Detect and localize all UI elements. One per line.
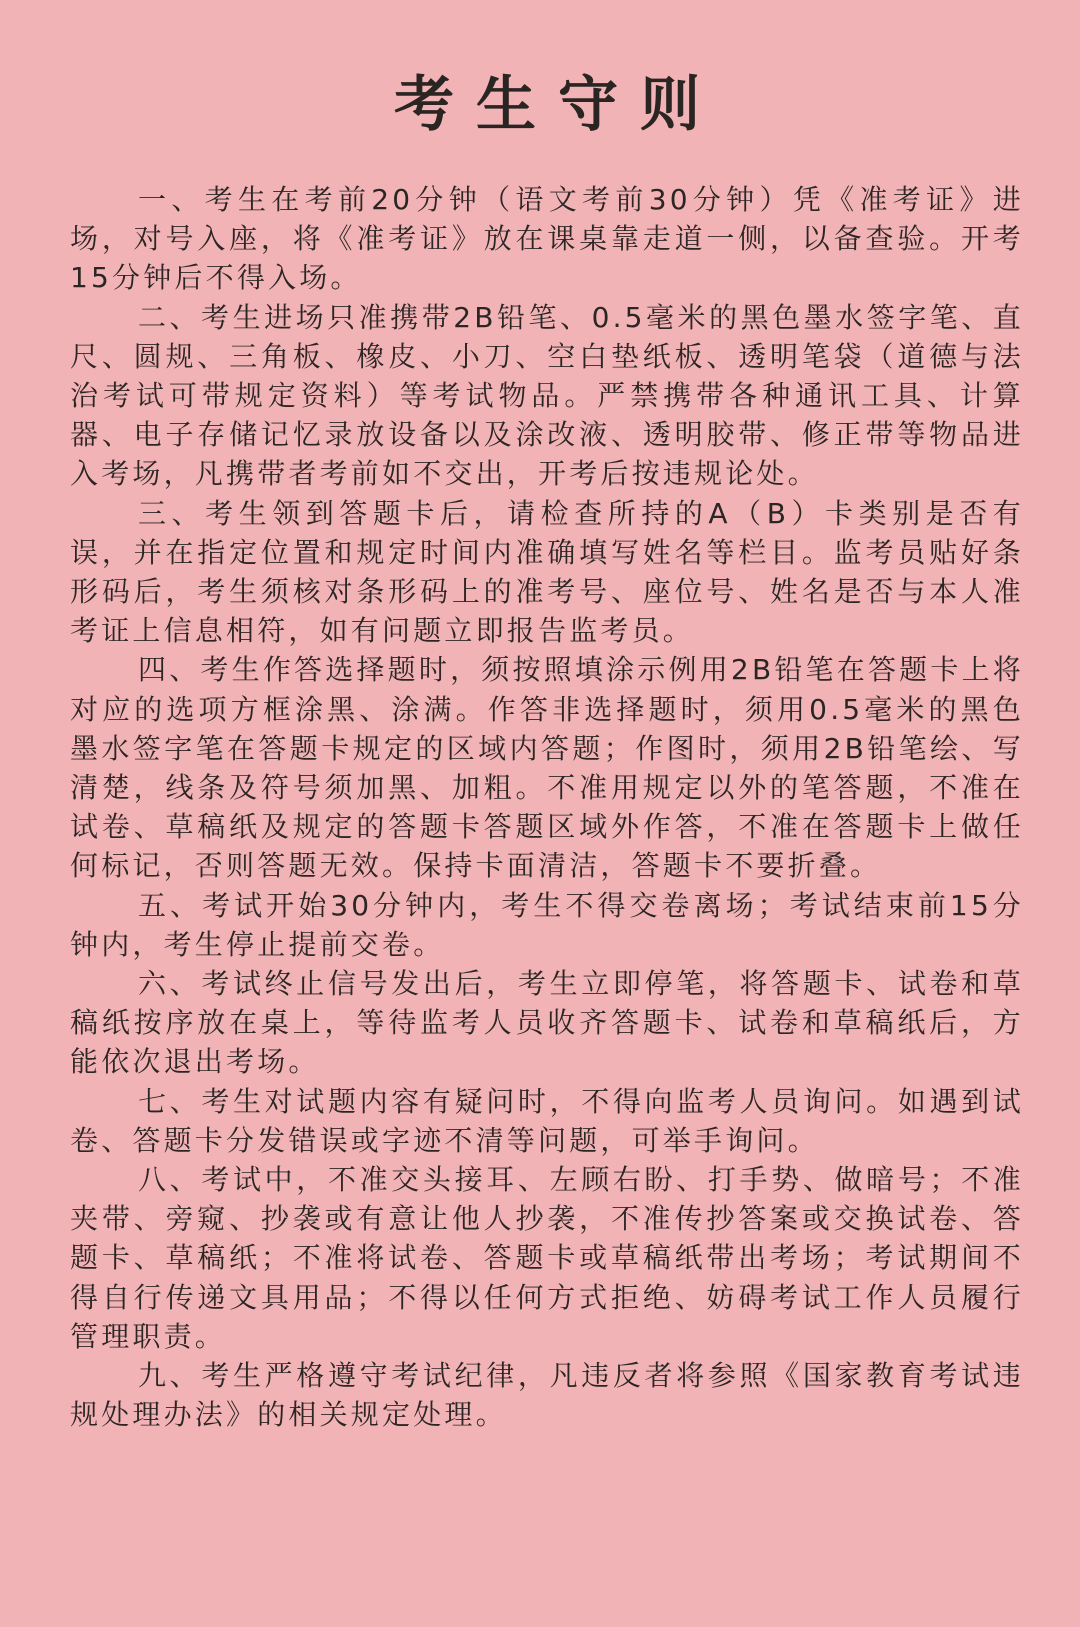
rule-7: 七、考生对试题内容有疑问时，不得向监考人员询问。如遇到试卷、答题卡分发错误或字迹不清等问题，可举手询问。	[70, 1084, 1024, 1157]
rules-list	[70, 180, 1024, 1435]
rule-2: 二、考生进场只准携带2B铅笔、0.5毫米的黑色墨水签字笔、直尺、圆规、三角板、橡皮、小刀、空白垫纸板、透明笔袋（道德与法治考试可带规定资料）等考试物品。严禁携带各种通讯工具、计算器、电子存储记忆录放设备以及涂改液、透明胶带、修正带等物品进入考场，凡携带者考前如不交出，开考后按违规论处。	[70, 300, 1024, 491]
rule-5: 五、考试开始30分钟内，考生不得交卷离场；考试结束前15分钟内，考生停止提前交卷。	[70, 888, 1024, 961]
rule-4: 四、考生作答选择题时，须按照填涂示例用2B铅笔在答题卡上将对应的选项方框涂黑、涂满。作答非选择题时，须用0.5毫米的黑色墨水签字笔在答题卡规定的区域内答题；作图时，须用2B铅笔绘、写清楚，线条及符号须加黑、加粗。不准用规定以外的笔答题，不准在试卷、草稿纸及规定的答题卡答题区域外作答，不准在答题卡上做任何标记，否则答题无效。保持卡面清洁，答题卡不要折叠。	[70, 653, 1024, 883]
rule-1: 一、考生在考前20分钟（语文考前30分钟）凭《准考证》进场，对号入座，将《准考证》放在课桌靠走道一侧，以备查验。开考15分钟后不得入场。	[70, 183, 1024, 295]
rule-8: 八、考试中，不准交头接耳、左顾右盼、打手势、做暗号；不准夹带、旁窥、抄袭或有意让他人抄袭，不准传抄答案或交换试卷、答题卡、草稿纸；不准将试卷、答题卡或草稿纸带出考场；考试期间不得自行传递文具用品；不得以任何方式拒绝、妨碍考试工作人员履行管理职责。	[70, 1163, 1024, 1353]
poster-title: 考生守则	[394, 70, 722, 140]
rule-9: 九、考生严格遵守考试纪律，凡违反者将参照《国家教育考试违规处理办法》的相关规定处理。	[70, 1359, 1024, 1432]
rule-6: 六、考试终止信号发出后，考生立即停笔，将答题卡、试卷和草稿纸按序放在桌上，等待监考人员收齐答题卡、试卷和草稿纸后，方能依次退出考场。	[70, 967, 1024, 1079]
rule-3: 三、考生领到答题卡后，请检查所持的A（B）卡类别是否有误，并在指定位置和规定时间内准确填写姓名等栏目。监考员贴好条形码后，考生须核对条形码上的准考号、座位号、姓名是否与本人准考证上信息相符，如有问题立即报告监考员。	[70, 496, 1024, 648]
